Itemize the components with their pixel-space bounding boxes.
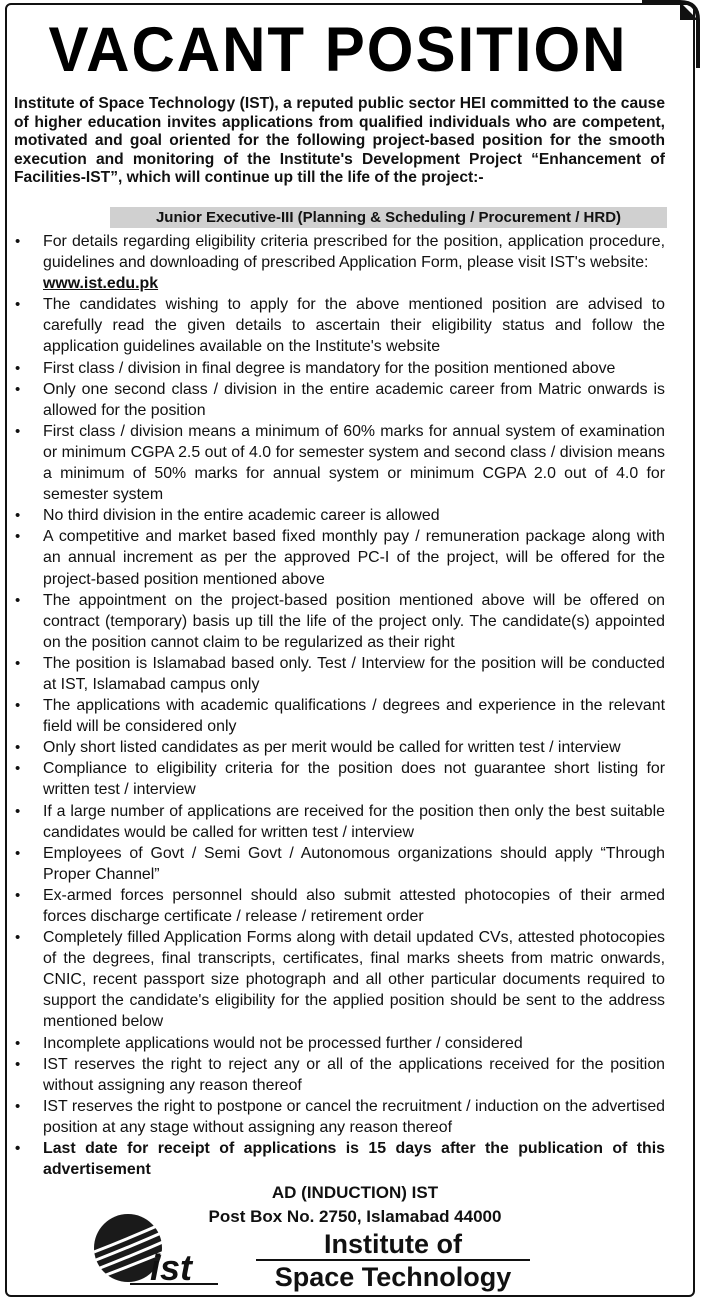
list-item [14, 801, 665, 843]
bullet-icon: • [15, 1097, 21, 1115]
bullet-icon: • [15, 1055, 21, 1073]
list-item-text: First class / division in final degree is mandatory for the position mentioned above [43, 359, 616, 377]
position-title: Junior Executive-III (Planning & Scheduling / Procurement / HRD) [110, 207, 667, 228]
list-item [14, 1033, 665, 1054]
list-item-text: A competitive and market based fixed monthly pay / remuneration package along with an annual increment as per the approved PC-I of the project, will be offered for the project-based position mentioned above [43, 528, 665, 588]
address-line-2: Post Box No. 2750, Islamabad 44000 [208, 1207, 502, 1226]
bullet-icon: • [15, 528, 21, 546]
bullet-icon: • [15, 233, 21, 250]
address-line-1: AD (INDUCTION) IST [271, 1183, 439, 1202]
list-item-text: The position is Islamabad based only. Test / Interview for the position will be conducted at IST, Islamabad campus only [43, 654, 665, 693]
list-item-text: The candidates wishing to apply for the above mentioned position are advised to carefully read the given details to ascertain their eligibility status and follow the application guidelines available on the Institute's website [43, 296, 665, 356]
list-item-text: Only short listed candidates as per merit would be called for written test / interview [43, 739, 621, 757]
intro-paragraph: Institute of Space Technology (IST), a reputed public sector HEI committed to the cause of higher education invites applications from qualified individuals who are competent, motivated and goal oriented for the following project-based position for the smooth execution and monitoring of the Institute's Development Project “Enhancement of Facilities-IST”, which will continue up till the life of the project:- [14, 95, 665, 187]
list-item [14, 379, 665, 421]
list-item [14, 758, 665, 800]
list-item-text: Incomplete applications would not be processed further / considered [43, 1034, 523, 1052]
list-item [14, 695, 665, 737]
list-item-text: For details regarding eligibility criteria prescribed for the position, application procedure, guidelines and downloading of prescribed Application Form, please visit IST's website: [43, 233, 665, 272]
list-item [14, 653, 665, 695]
list-item [14, 885, 665, 927]
requirements-list [14, 231, 665, 1180]
list-item-text: Last date for receipt of applications is 15 days after the publication of this advertisement [43, 1140, 665, 1179]
list-item-text: First class / division means a minimum of 60% marks for annual system of examination or minimum CGPA 2.5 out of 4.0 for semester system and second class / division means a minimum of 50% marks for annual system or minimum CGPA 2.0 out of 4.0 for semester system [43, 422, 665, 504]
bullet-icon: • [15, 380, 21, 398]
list-item [14, 294, 665, 357]
institute-name-line-1: Institute of [324, 1229, 462, 1259]
list-item-text: IST reserves the right to reject any or all of the applications received for the position without assigning any reason thereof [43, 1055, 665, 1094]
list-item-text: The applications with academic qualifications / degrees and experience in the relevant field will be considered only [43, 697, 665, 736]
logo-mark-text: ist [150, 1247, 193, 1288]
name-divider [256, 1259, 530, 1261]
list-item [14, 358, 665, 379]
bullet-icon: • [15, 507, 21, 525]
list-item [14, 737, 665, 758]
bullet-icon: • [15, 929, 21, 947]
list-item-text: IST reserves the right to postpone or cancel the recruitment / induction on the advertised position at any stage without assigning any reason thereof [43, 1097, 665, 1136]
list-item [14, 1096, 665, 1138]
list-item [14, 231, 665, 294]
bullet-icon: • [15, 359, 21, 377]
list-item-text: Completely filled Application Forms along with detail updated CVs, attested photocopies of the degrees, final transcripts, certificates, final marks sheets from matric onwards, CNIC, recent passport size photograph and all other particular documents required to support the candidate's eligibility for the applied position should be sent to the address mentioned below [43, 929, 665, 1031]
list-item-text: The appointment on the project-based position mentioned above will be offered on contract (temporary) basis up till the life of the project only. The candidate(s) appointed on the position cannot claim to be regularized as their right [43, 591, 665, 651]
contact-address [180, 1181, 530, 1229]
institute-name-line-2: Space Technology [274, 1262, 512, 1292]
bullet-icon: • [15, 760, 21, 778]
list-item-text: If a large number of applications are received for the position then only the best suitable candidates would be called for written test / interview [43, 802, 665, 841]
ist-logo-icon [70, 1208, 220, 1288]
list-item-text: Compliance to eligibility criteria for the position does not guarantee short listing for written test / interview [43, 760, 665, 799]
bullet-icon: • [15, 697, 21, 715]
bullet-icon: • [15, 886, 21, 904]
website-link[interactable]: www.ist.edu.pk [43, 275, 159, 293]
list-item-text: Employees of Govt / Semi Govt / Autonomous organizations should apply “Through Proper Channel” [43, 844, 665, 883]
bullet-icon: • [15, 591, 21, 609]
list-item [14, 421, 665, 505]
bullet-icon: • [15, 422, 21, 440]
bullet-icon: • [15, 1140, 21, 1158]
list-item [14, 1054, 665, 1096]
list-item-text: Ex-armed forces personnel should also submit attested photocopies of their armed forces discharge certificate / release / retirement order [43, 886, 665, 925]
bullet-icon: • [15, 802, 21, 820]
list-item [14, 927, 665, 1032]
bullet-icon: • [15, 739, 21, 757]
list-item [14, 526, 665, 589]
page-title: VACANT POSITION [48, 13, 628, 85]
list-item [14, 843, 665, 885]
bullet-icon: • [15, 296, 21, 314]
bullet-icon: • [15, 1034, 21, 1052]
bullet-icon: • [15, 654, 21, 672]
bullet-icon: • [15, 844, 21, 862]
list-item-text: No third division in the entire academic career is allowed [43, 507, 440, 525]
list-item-text: Only one second class / division in the entire academic career from Matric onwards is allowed for the position [43, 380, 665, 419]
institute-name [238, 1228, 548, 1294]
list-item [14, 505, 665, 526]
list-item [14, 590, 665, 653]
list-item [14, 1138, 665, 1180]
